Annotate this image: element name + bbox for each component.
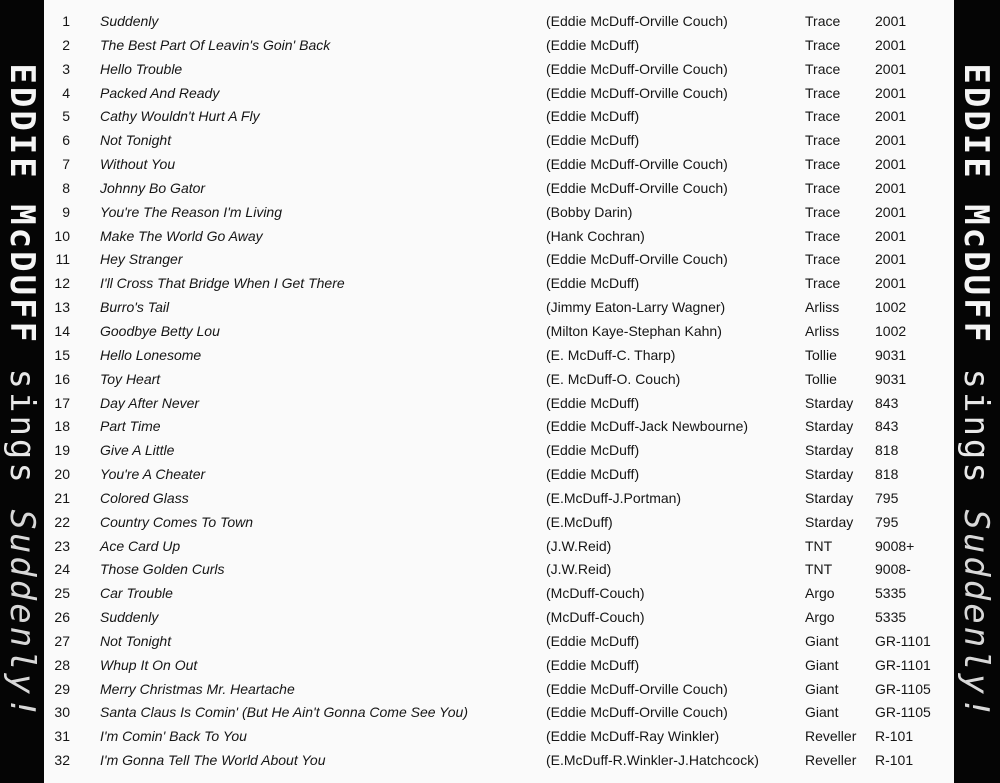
track-row (44, 225, 954, 249)
track-label: Trace (805, 251, 841, 268)
spine-artist: EDDIE McDUFF (2, 63, 42, 346)
track-writers: (Eddie McDuff-Ray Winkler) (546, 728, 720, 745)
track-writers: (Hank Cochran) (546, 227, 645, 244)
track-label: TNT (805, 561, 833, 578)
track-writers: (Eddie McDuff) (546, 466, 640, 483)
track-label: Trace (805, 36, 841, 53)
track-label: Trace (805, 84, 841, 101)
track-writers: (E.McDuff-R.Winkler-J.Hatchcock) (546, 752, 759, 769)
track-writers: (J.W.Reid) (546, 537, 612, 554)
track-row (44, 201, 954, 225)
track-catalog: 2001 (875, 179, 907, 196)
track-catalog: 2001 (875, 36, 907, 53)
track-catalog: GR-1101 (875, 632, 931, 649)
spine-artist: EDDIE McDUFF (956, 63, 996, 346)
track-number: 17 (54, 394, 70, 411)
track-writers: (E.McDuff-J.Portman) (546, 489, 682, 506)
track-title: Not Tonight (100, 632, 172, 649)
track-writers: (Eddie McDuff-Orville Couch) (546, 84, 728, 101)
track-title: Hello Trouble (100, 60, 183, 77)
track-number: 12 (54, 275, 70, 292)
track-title: Hey Stranger (100, 251, 183, 268)
track-catalog: GR-1101 (875, 656, 931, 673)
track-number: 5 (62, 108, 70, 125)
track-writers: (McDuff-Couch) (546, 585, 645, 602)
track-label: Giant (805, 680, 839, 697)
spine-title-left (2, 63, 42, 720)
track-label: Starday (805, 466, 854, 483)
left-spine (0, 0, 44, 783)
track-row (44, 487, 954, 511)
track-title: I'm Gonna Tell The World About You (100, 752, 326, 769)
track-label: Reveller (805, 752, 857, 769)
track-title: Colored Glass (100, 489, 189, 506)
spine-verb: sings (2, 368, 42, 486)
track-number: 13 (54, 299, 70, 316)
spine-album: Suddenly! (956, 509, 996, 721)
track-title: Give A Little (100, 442, 175, 459)
track-label: Starday (805, 418, 854, 435)
track-writers: (Eddie McDuff) (546, 442, 640, 459)
track-label: Tollie (805, 346, 837, 363)
track-number: 20 (54, 466, 70, 483)
track-label: Giant (805, 632, 839, 649)
track-label: Starday (805, 394, 854, 411)
track-label: Arliss (805, 299, 840, 316)
track-label: Starday (805, 513, 854, 530)
track-label: TNT (805, 537, 833, 554)
track-row (44, 749, 954, 773)
spine-album: Suddenly! (2, 509, 42, 721)
track-writers: (Eddie McDuff) (546, 656, 640, 673)
track-catalog: 795 (875, 513, 899, 530)
track-row (44, 368, 954, 392)
track-title: I'll Cross That Bridge When I Get There (100, 275, 345, 292)
track-writers: (Eddie McDuff) (546, 394, 640, 411)
track-writers: (E. McDuff-O. Couch) (546, 370, 681, 387)
track-title: You're A Cheater (100, 466, 206, 483)
track-row (44, 678, 954, 702)
track-writers: (Milton Kaye-Stephan Kahn) (546, 322, 722, 339)
track-number: 25 (54, 585, 70, 602)
track-writers: (Eddie McDuff) (546, 108, 640, 125)
track-title: Day After Never (100, 394, 200, 411)
track-catalog: 9008- (875, 561, 911, 578)
track-writers: (Eddie McDuff) (546, 632, 640, 649)
track-title: Part Time (100, 418, 161, 435)
track-label: Trace (805, 13, 841, 29)
track-catalog: 818 (875, 442, 899, 459)
track-title: Without You (100, 156, 176, 173)
track-title: Ace Card Up (100, 537, 181, 554)
track-writers: (Jimmy Eaton-Larry Wagner) (546, 299, 726, 316)
track-number: 21 (54, 489, 70, 506)
track-row (44, 439, 954, 463)
track-writers: (Eddie McDuff) (546, 36, 640, 53)
track-number: 22 (54, 513, 70, 530)
track-catalog: GR-1105 (875, 704, 931, 721)
track-catalog: 2001 (875, 132, 907, 149)
track-catalog: 2001 (875, 13, 907, 29)
track-label: Trace (805, 60, 841, 77)
track-label: Reveller (805, 728, 857, 745)
track-catalog: 2001 (875, 60, 907, 77)
track-number: 2 (62, 36, 70, 53)
track-number: 14 (54, 322, 70, 339)
track-row (44, 392, 954, 416)
track-row (44, 606, 954, 630)
track-label: Trace (805, 179, 841, 196)
track-row (44, 82, 954, 106)
track-number: 4 (62, 84, 70, 101)
track-row (44, 701, 954, 725)
track-number: 23 (54, 537, 70, 554)
track-catalog: 9008+ (875, 537, 915, 554)
track-title: Those Golden Curls (100, 561, 225, 578)
track-title: Cathy Wouldn't Hurt A Fly (100, 108, 260, 125)
track-writers: (Eddie McDuff-Orville Couch) (546, 680, 728, 697)
track-catalog: 2001 (875, 84, 907, 101)
track-catalog: 2001 (875, 108, 907, 125)
track-number: 3 (62, 60, 70, 77)
track-row (44, 10, 954, 34)
track-row (44, 177, 954, 201)
track-label: Starday (805, 442, 854, 459)
track-catalog: 9031 (875, 370, 907, 387)
track-catalog: 795 (875, 489, 899, 506)
track-writers: (Eddie McDuff) (546, 132, 640, 149)
track-catalog: 818 (875, 466, 899, 483)
track-label: Trace (805, 108, 841, 125)
track-label: Trace (805, 227, 841, 244)
track-catalog: 9031 (875, 346, 907, 363)
track-row (44, 535, 954, 559)
track-title: I'm Comin' Back To You (100, 728, 247, 745)
track-catalog: 2001 (875, 156, 907, 173)
track-writers: (Eddie McDuff-Orville Couch) (546, 60, 728, 77)
track-writers: (Eddie McDuff-Orville Couch) (546, 251, 728, 268)
track-number: 16 (54, 370, 70, 387)
track-row (44, 415, 954, 439)
spine-verb: sings (956, 368, 996, 486)
track-title: Goodbye Betty Lou (100, 322, 220, 339)
track-label: Argo (805, 609, 835, 626)
track-title: Johnny Bo Gator (100, 179, 206, 196)
right-spine (954, 0, 1000, 783)
track-row (44, 320, 954, 344)
track-label: Argo (805, 585, 835, 602)
track-label: Trace (805, 156, 841, 173)
track-catalog: 1002 (875, 299, 907, 316)
track-writers: (Eddie McDuff-Orville Couch) (546, 704, 728, 721)
track-writers: (J.W.Reid) (546, 561, 612, 578)
track-catalog: 2001 (875, 251, 907, 268)
track-catalog: 5335 (875, 585, 907, 602)
track-catalog: GR-1105 (875, 680, 931, 697)
track-number: 18 (54, 418, 70, 435)
track-writers: (Eddie McDuff-Jack Newbourne) (546, 418, 749, 435)
track-label: Giant (805, 656, 839, 673)
track-title: Merry Christmas Mr. Heartache (100, 680, 295, 697)
track-number: 31 (54, 728, 70, 745)
track-number: 27 (54, 632, 70, 649)
track-writers: (E.McDuff) (546, 513, 613, 530)
track-label: Tollie (805, 370, 837, 387)
track-row (44, 511, 954, 535)
track-catalog: 843 (875, 418, 899, 435)
track-catalog: R-101 (875, 728, 914, 745)
track-writers: (E. McDuff-C. Tharp) (546, 346, 676, 363)
track-title: You're The Reason I'm Living (100, 203, 282, 220)
track-catalog: R-101 (875, 752, 914, 769)
track-label: Trace (805, 203, 841, 220)
track-writers: (Eddie McDuff) (546, 275, 640, 292)
track-writers: (Eddie McDuff-Orville Couch) (546, 156, 728, 173)
track-number: 6 (62, 132, 70, 149)
track-row (44, 463, 954, 487)
track-title: Car Trouble (100, 585, 173, 602)
spine-title-right (956, 63, 996, 720)
track-catalog: 5335 (875, 609, 907, 626)
track-number: 15 (54, 346, 70, 363)
track-row (44, 153, 954, 177)
track-title: Whup It On Out (100, 656, 198, 673)
track-number: 8 (62, 179, 70, 196)
track-catalog: 2001 (875, 203, 907, 220)
track-row (44, 58, 954, 82)
track-label: Trace (805, 132, 841, 149)
track-title: Burro's Tail (100, 299, 170, 316)
track-row (44, 34, 954, 58)
track-number: 11 (55, 251, 70, 268)
track-row (44, 344, 954, 368)
track-label: Starday (805, 489, 854, 506)
track-number: 10 (54, 227, 70, 244)
track-catalog: 1002 (875, 322, 907, 339)
track-title: Packed And Ready (100, 84, 220, 101)
track-catalog: 2001 (875, 227, 907, 244)
track-row (44, 654, 954, 678)
track-label: Giant (805, 704, 839, 721)
track-number: 26 (54, 609, 70, 626)
track-row (44, 129, 954, 153)
track-row (44, 725, 954, 749)
track-title: Santa Claus Is Comin' (But He Ain't Gonna Come See You) (100, 704, 468, 721)
track-row (44, 296, 954, 320)
track-number: 29 (54, 680, 70, 697)
track-writers: (Eddie McDuff-Orville Couch) (546, 179, 728, 196)
track-writers: (McDuff-Couch) (546, 609, 645, 626)
track-row (44, 630, 954, 654)
track-number: 28 (54, 656, 70, 673)
track-title: Suddenly (100, 13, 159, 29)
track-number: 9 (62, 203, 70, 220)
track-row (44, 558, 954, 582)
track-title: Suddenly (100, 609, 159, 626)
track-number: 32 (54, 752, 70, 769)
track-writers: (Bobby Darin) (546, 203, 633, 220)
track-row (44, 272, 954, 296)
track-title: Country Comes To Town (100, 513, 254, 530)
track-number: 7 (62, 156, 70, 173)
track-catalog: 2001 (875, 275, 907, 292)
track-label: Trace (805, 275, 841, 292)
track-list (44, 10, 954, 773)
track-title: Not Tonight (100, 132, 172, 149)
track-catalog: 843 (875, 394, 899, 411)
track-title: The Best Part Of Leavin's Goin' Back (100, 36, 331, 53)
track-row (44, 248, 954, 272)
track-number: 30 (54, 704, 70, 721)
track-title: Toy Heart (100, 370, 161, 387)
track-number: 19 (54, 442, 70, 459)
track-number: 24 (54, 561, 70, 578)
track-number: 1 (62, 13, 70, 29)
track-title: Make The World Go Away (100, 227, 263, 244)
track-writers: (Eddie McDuff-Orville Couch) (546, 13, 728, 29)
track-row (44, 105, 954, 129)
track-title: Hello Lonesome (100, 346, 202, 363)
track-label: Arliss (805, 322, 840, 339)
track-list-panel (44, 0, 954, 783)
track-row (44, 582, 954, 606)
